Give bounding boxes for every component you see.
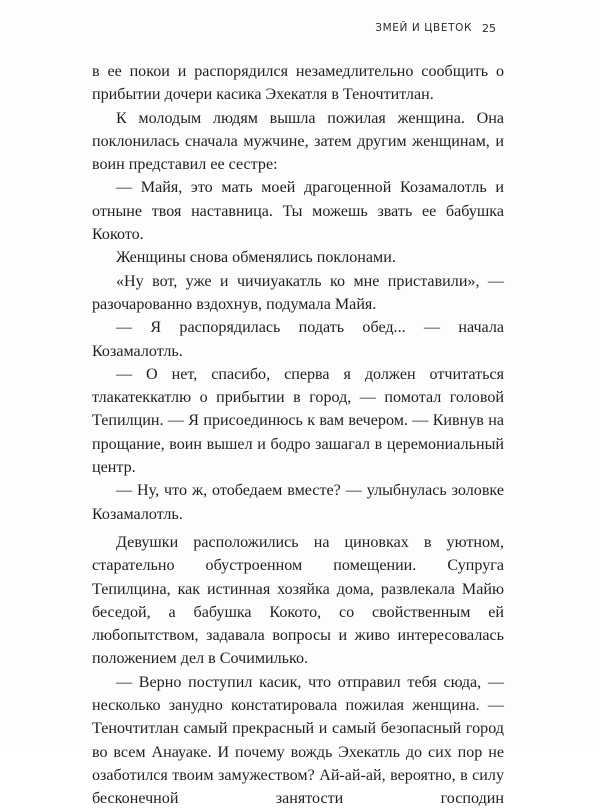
running-title: ЗМЕЙ И ЦВЕТОК xyxy=(375,22,472,34)
paragraph: — Майя, это мать моей драгоценной Козамалотль и отныне твоя наставница. Ты можешь звать ее бабушка Кокото. xyxy=(92,179,504,244)
paragraph: Женщины снова обменялись поклонами. xyxy=(116,249,396,267)
paragraph: в ее покои и распорядился незамедлительно сообщить о прибытии дочери касика Эхекатля в Теночтитлан. xyxy=(92,63,504,104)
paragraph: — Верно поступил касик, что отправил тебя сюда, — несколько занудно констатировала пожилая женщина. — Теночтитлан самый прекрасный и самый безопасный город во всем Анауаке. И почему вождь Эхекатль до сих пор не озаботился твоим замужеством? Ай-ай-ай, вероятно, в силу бесконечной занятости господин xyxy=(92,673,504,808)
paragraph: Девушки расположились на циновках в уютном, старательно обустроенном помещении. Супруга Тепилцина, как истинная хозяйка дома, развлекала Майю беседой, а бабушка Кокото, со свойственным ей любопытством, задавала вопросы и живо интересовалась положением дел в Сочимилько. xyxy=(92,533,504,668)
body-text xyxy=(92,60,504,811)
page-number: 25 xyxy=(482,22,496,35)
paragraph: «Ну вот, уже и чичиуакатль ко мне приставили», — разочарованно вздохнув, подумала Майя. xyxy=(92,272,504,313)
paragraph: — О нет, спасибо, сперва я должен отчитаться тлакатеккатлю о прибытии в город, — помотал головой Тепилцин. — Я присоединюсь к вам вечером. — Кивнув на прощание, воин вышел и бодро зашагал в церемониальный центр. xyxy=(92,365,504,477)
paragraph: К молодым людям вышла пожилая женщина. Она поклонилась сначала мужчине, затем другим женщинам, и воин представил ее сестре: xyxy=(92,109,504,174)
paragraph: — Я распорядилась подать обед... — начала Козамалотль. xyxy=(92,319,504,360)
paragraph: — Ну, что ж, отобедаем вместе? — улыбнулась золовке Козамалотль. xyxy=(92,482,504,523)
